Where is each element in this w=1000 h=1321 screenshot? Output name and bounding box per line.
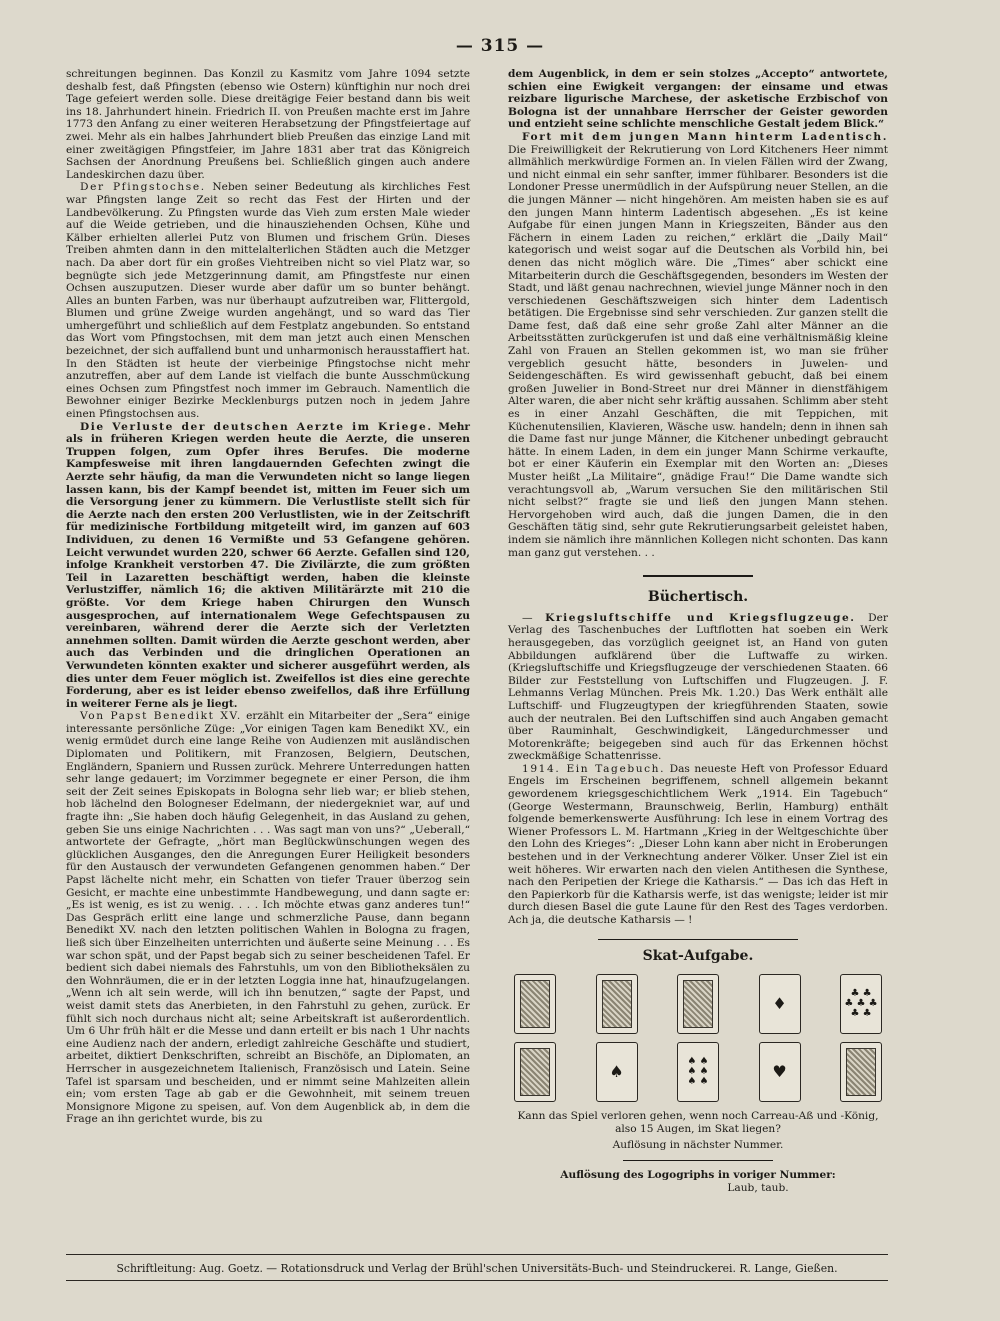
card-suit-icon: ♣ ♣ ♣ ♣ ♣ ♣ ♣ xyxy=(844,988,878,1020)
article-body: Neben seiner Bedeutung als kirchliches Fest war Pfingsten lange Zeit so recht das Fest der Hirten und der Landbevölkerung. Zu Pfingsten wurde das Vieh zum ersten Male wieder auf die Weide getrieben, und die hinausziehenden Ochsen, Kühe und Kälber erhielten allerlei Putz von Blumen und frischem Grün. Dieses Treiben ahmten dann in den mittelalterlichen Städten auch die Metzger nach. Da aber dort für ein großes Viehtreiben nicht so viel Platz war, so begnügte sich jede Metzgerinnung damit, am Pfingstfeste nur einen Ochsen auszuputzen. Dieser wurde aber dafür um so bunter behängt. Alles an bunten Farben, was nur überhaupt aufzutreiben war, Flittergold, Blumen und grüne Zweige wurden angehängt, und so ward das Tier umhergeführt und schließlich auf dem Festplatz angebunden. So entstand das Wort vom Pfingstochsen, mit dem man jetzt auch einen Menschen bezeichnet, der sich auffallend bunt und unharmonisch herausstaffiert hat. In den Städten ist heute der vierbeinige Pfingstochse nicht mehr anzutreffen, aber auf dem Lande ist vielfach die bunte Ausschmückung eines Ochsen zum Pfingstfest noch immer im Gebrauch. Namentlich die Bewohner einiger Bezirke Mecklenburgs putzen noch in jedem Jahre einen Pfingstochsen aus. xyxy=(66,181,470,421)
page-number: — 315 — xyxy=(455,36,545,56)
book-body: Das neueste Heft von Professor Eduard Engels im Erscheinen begriffenem, schnell allgemein bekannt gewordenem kriegsgeschichtlichem Werk „1914. Ein Tagebuch“ (George Westermann, Braunschweig, Berlin, Hamburg) enthält folgende bemerkenswerte Ausführung: Ich lese in einem Vortrag des Wiener Professors L. M. Hartmann „Krieg in der Weltgeschichte über den Lohn des Krieges“: „Dieser Lohn kann aber nicht in Eroberungen bestehen und in der Verknechtung anderer Völker. Unser Ziel ist ein weit höheres. Wir erwarten nach den vielen Antithesen die Synthese, nach den Peripetien der Kriege die Katharsis.“ — Das ich das Heft in den Papierkorb für die Katharsis werfe, ist das wenigste; leider ist mir durch diesen Basel die gute Laune für den Rest des Tages verdorben. Ach ja, die deutsche Katharsis — ! xyxy=(508,762,888,926)
book-review xyxy=(508,763,888,927)
playing-card xyxy=(759,974,801,1034)
face-card xyxy=(514,974,556,1034)
article-paragraph xyxy=(66,181,470,420)
logogriph-heading: Auflösung des Logogriphs in voriger Nummer: xyxy=(560,1168,836,1181)
book-title: 1914. Ein Tagebuch. xyxy=(522,762,666,775)
article-paragraph xyxy=(66,421,470,711)
skat-solution-note: Auflösung in nächster Nummer. xyxy=(612,1139,784,1152)
skat-heading: Skat-Aufgabe. xyxy=(642,947,754,964)
book-body: Der Verlag des Taschenbuches der Luftflotten hat soeben ein Werk herausgegeben, das vorzüglich geeignet ist, an Hand von guten Abbildungen aufklärend über die Luftwaffe zu wirken. (Kriegsluftschiffe und Kriegsflugzeuge der verschiedenen Staaten. 66 Bilder zur Feststellung von Luftschiffen und Flugzeugen. J. F. Lehmanns Verlag München. Preis Mk. 1.20.) Das Werk enthält alle Luftschiff- und Flugzeugtypen der kriegführenden Staaten, sowie auch der neutralen. Bei den Luftschiffen sind auch Angaben gemacht über Rauminhalt, Geschwindigkeit, Längedurchmesser und Motorenkräfte; beigegeben sind auch für das Erkennen höchst zweckmäßige Schattenrisse. xyxy=(508,611,888,763)
card-suit-icon: ♠ ♠ ♠ ♠ ♠ ♠ xyxy=(687,1056,709,1088)
imprint: Schriftleitung: Aug. Goetz. — Rotationsdruck und Verlag der Brühl'schen Universitäts-Buch- und Steindruckerei. R. Lange, Gießen. xyxy=(116,1262,838,1275)
book-title: Kriegsluftschiffe und Kriegsflugzeuge. xyxy=(545,611,856,624)
face-card xyxy=(840,1042,882,1102)
card-suit-icon: ♠ xyxy=(609,1061,624,1081)
article-title: Die Verluste der deutschen Aerzte im Kriege. xyxy=(80,420,433,433)
article-title: Von Papst Benedikt XV. xyxy=(80,710,242,723)
card-suit-icon: ♦ xyxy=(772,993,787,1013)
article-paragraph xyxy=(508,131,888,559)
right-column xyxy=(508,68,888,1194)
books-heading: Büchertisch. xyxy=(647,589,749,606)
book-review: — Kriegsluftschiffe und Kriegsflugzeuge. Der Verlag des Taschenbuches der Luftflotten hat soeben ein Werk herausgegeben, das vorzüglich geeignet ist, an Hand von guten Abbildungen aufklärend über die Luftwaffe zu wirken. (Kriegsluftschiffe und Kriegsflugzeuge der verschiedenen Staaten. 66 Bilder zur Feststellung von Luftschiffen und Flugzeugen. J. F. Lehmanns Verlag München. Preis Mk. 1.20.) Das Werk enthält alle Luftschiff- und Flugzeugtypen der kriegführenden Staaten, sowie auch der neutralen. Bei den Luftschiffen sind auch Angaben gemacht über Rauminhalt, Geschwindigkeit, Längedurchmesser und Motorenkräfte; beigegeben sind auch für das Erkennen höchst zweckmäßige Schattenrisse. xyxy=(508,611,888,763)
skat-question: Kann das Spiel verloren gehen, wenn noch Carreau-Aß und -König, also 15 Augen, im Skat liegen? xyxy=(517,1110,879,1135)
section-divider xyxy=(623,1160,773,1161)
article-title: Der Pfingstochse. xyxy=(80,181,206,194)
article-body: Die Freiwilligkeit der Rekrutierung von Lord Kitcheners Heer nimmt allmählich merkwürdige Formen an. In vielen Fällen wird der Zwang, und nicht einmal ein sehr sanfter, immer fühlbarer. Besonders ist die Londoner Presse unermüdlich in der Aufspürung neuer Stellen, an die die jungen Männer — nicht hingehören. Am meisten haben sie es auf den jungen Mann hinterm Ladentisch abgesehen. „Es ist keine Aufgabe für einen jungen Mann in Kriegszeiten, Bänder aus den Fächern in einem Laden zu reichen,“ erklärt die „Daily Mail“ kategorisch und weist sogar auf die Deutschen als Vorbild hin, bei denen das nicht möglich wäre. Die „Times“ aber schickt eine Mitarbeiterin durch die Geschäftsgegenden, besonders im Westen der Stadt, und läßt genau nachrechnen, wieviel junge Männer noch in den verschiedenen Geschäftszweigen sich hinter dem Ladentisch betätigen. Die Ergebnisse sind sehr verschieden. Zur ganzen stellt die Dame fest, daß daß eine sehr große Zahl alter Männer an die Arbeitsstätten zurückgerufen ist und daß eine verhältnismäßig kleine Zahl von Frauen an Stellen gekommen ist, wo man sie früher vergeblich gesucht hätte, besonders in Juwelen- und Seidengeschäften. Es wird gewissenhaft gebucht, daß bei einem großen Juwelier in Bond-Street nur drei Männer in dienstfähigem Alter waren, die aber nicht sehr kräftig aussahen. Schlimm aber steht es in einer Anzahl Geschäften, die mit Teppichen, mit Küchenutensilien, Klavieren, Wäsche usw. handeln; denn in ihnen sah die Dame fast nur junge Männer, die Kitchener unbedingt gebraucht hätte. In einem Laden, in dem ein junger Mann Schirme verkaufte, bot er einer Käuferin ein Exemplar mit den Worten an: „Dieses Muster heißt „La Militaire“, gnädige Frau!“ Die Dame wandte sich verachtungsvoll ab, „Warum versuchen Sie den militärischen Stil nicht selbst?“ fragte sie und ließ den jungen Mann stehen. Hervorgehoben wird auch, daß die jungen Damen, die in den Geschäften tätig sind, sehr gute Rekrutierungsarbeit geleistet haben, indem sie nämlich ihre männlichen Kollegen nicht schonten. Das kann man ganz gut verstehen. . . xyxy=(508,143,888,559)
article-paragraph xyxy=(66,710,470,1126)
section-divider xyxy=(643,575,753,577)
card-suit-icon: ♥ xyxy=(772,1061,787,1081)
playing-card xyxy=(596,1042,638,1102)
footer-rule xyxy=(66,1280,888,1281)
playing-card xyxy=(840,974,882,1034)
article-paragraph: dem Augenblick, in dem er sein stolzes „Accepto“ antwortete, schien eine Ewigkeit vergangen: der einsame und etwas reizbare ligurische Marchese, der asketische Erzbischof von Bologna ist der unnahbare Herrscher der Geister geworden und entzieht seine schlichte menschliche Gestalt jedem Blick.“ xyxy=(508,68,888,131)
logogriph-answer: Laub, taub. xyxy=(727,1181,789,1194)
article-body: erzählt ein Mitarbeiter der „Sera“ einige interessante persönliche Züge: „Vor einigen Tagen kam Benedikt XV., ein wenig ermüdet durch eine lange Reihe von Audienzen mit ausländischen Diplomaten und Politikern, mit Franzosen, Belgiern, Deutschen, Engländern, Spaniern und Russen zurück. Mehrere Unterredungen hatten sehr lange gedauert; im Vorzimmer begegnete er einer Person, die ihm seit der Zeit seines Episkopats in Bologna sehr lieb war; er blieb stehen, hob lächelnd den Bologneser Edelmann, der niedergekniet war, auf und fragte ihn: „Sie haben doch häufig Gelegenheit, in das Ausland zu gehen, geben Sie uns einige Nachrichten . . . Was sagt man von uns?“ „Ueberall,“ antwortete der Gefragte, „hört man Beglückwünschungen wegen des glücklichen Ausganges, den die Anregungen Eurer Heiligkeit besonders für den Austausch der verwundeten Gefangenen genommen haben.“ Der Papst lächelte nicht mehr, ein Schatten von tiefer Trauer überzog sein Gesicht, er machte eine unbestimmte Handbewegung, und dann sagte er: „Es ist wenig, es ist zu wenig. . . . Ich möchte etwas ganz anderes tun!“ Das Gespräch erlitt eine lange und schmerzliche Pause, dann begann Benedikt XV. nach den letzten politischen Wahlen in Bologna zu fragen, ließ sich über Einzelheiten unterrichten und äußerte seine Meinung . . . Es war schon spät, und der Papst begab sich zu seiner bescheidenen Tafel. Er bedient sich dabei niemals des Fahrstuhls, um von den Bibliotheksälen zu den Wohnräumen, die er in der letzten Loggia inne hat, hinaufzugelangen. „Wenn ich alt sein werde, will ich ihn benutzen,“ sagte der Papst, und weist damit stets das Anerbieten, in den Fahrstuhl zu gehen, zurück. Er fühlt sich noch durchaus nicht alt; seine Arbeitskraft ist außerordentlich. Um 6 Uhr früh hält er die Messe und dann erteilt er bis nach 1 Uhr nachts eine Audienz nach der andern, erledigt zahlreiche Geschäfte und studiert, arbeitet, diktiert Denkschriften, schreibt an Bischöfe, an Diplomaten, an Herrscher in ausgezeichnetem Italienisch, Französisch und Latein. Seine Tafel ist sparsam und bescheiden, und er nimmt seine Mahlzeiten allein ein; vom ersten Tage ab gab er die Gewohnheit, mit seinem treuen Monsignore Migone zu speisen, auf. Von dem Augenblick ab, in dem die Frage an ihn gerichtet wurde, bis zu xyxy=(66,710,471,1126)
article-paragraph: schreitungen beginnen. Das Konzil zu Kasmitz vom Jahre 1094 setzte deshalb fest, daß Pfingsten (ebenso wie Ostern) künftighin nur noch drei Tage gefeiert werden solle. Diese dreitägige Feier bestand dann bis weit ins 18. Jahrhundert hinein. Friedrich II. von Preußen machte erst im Jahre 1773 den Anfang zu einer weiteren Herabsetzung der Pfingstfeiertage auf zwei. Mehr als ein halbes Jahrhundert blieb Preußen das einzige Land mit einer zweitägigen Pfingstfeier, im Jahre 1831 aber trat das Königreich Sachsen der Anordnung Preußens bei. Schließlich gingen auch andere Landeskirchen dazu über. xyxy=(66,68,470,181)
footer-rule xyxy=(66,1254,888,1255)
face-card xyxy=(677,974,719,1034)
article-body: Mehr als in früheren Kriegen werden heute die Aerzte, die unseren Truppen folgen, zum Opfer ihres Berufes. Die moderne Kampfesweise mit ihren langdauernden Gefechten zwingt die Aerzte sehr häufig, da man die Verwundeten nicht so lange liegen lassen kann, bis der Kampf beendet ist, mitten im Feuer sich um die Versorgung jener zu kümmern. Die Verlustliste stellt sich für die Aerzte nach den ersten 200 Verlustlisten, wie in der Zeitschrift für medizinische Fortbildung mitgeteilt wird, im ganzen auf 603 Individuen, zu denen 16 Vermißte und 53 Gefangene gehören. Leicht verwundet wurden 220, schwer 66 Aerzte. Gefallen sind 120, infolge Krankheit verstorben 47. Die Zivilärzte, die zum größten Teil in Lazaretten beschäftigt werden, haben die kleinste Verlustziffer, nämlich 16; die aktiven Militärärzte mit 210 die größte. Vor dem Kriege haben Chirurgen den Wunsch ausgesprochen, auf internationalem Wege Gefechtspausen zu vereinbaren, während derer die Aerzte sich der Verletzten annehmen sollten. Damit würden die Aerzte geschont werden, aber auch das Verbinden und die dringlichen Operationen an Verwundeten könnten exakter und sicherer ausgeführt werden, als dies unter dem Feuer möglich ist. Zweifellos ist dies eine gerechte Forderung, aber es ist leider ebenso zweifellos, daß ihre Erfüllung in weiterer Ferne als je liegt. xyxy=(66,420,470,710)
playing-card xyxy=(677,1042,719,1102)
section-divider xyxy=(598,939,798,940)
face-card xyxy=(514,1042,556,1102)
article-title: Fort mit dem jungen Mann hinterm Ladentisch. xyxy=(522,130,888,143)
card-row xyxy=(514,974,882,1034)
card-row xyxy=(514,1042,882,1102)
playing-card xyxy=(759,1042,801,1102)
left-column xyxy=(66,68,470,1126)
face-card xyxy=(596,974,638,1034)
